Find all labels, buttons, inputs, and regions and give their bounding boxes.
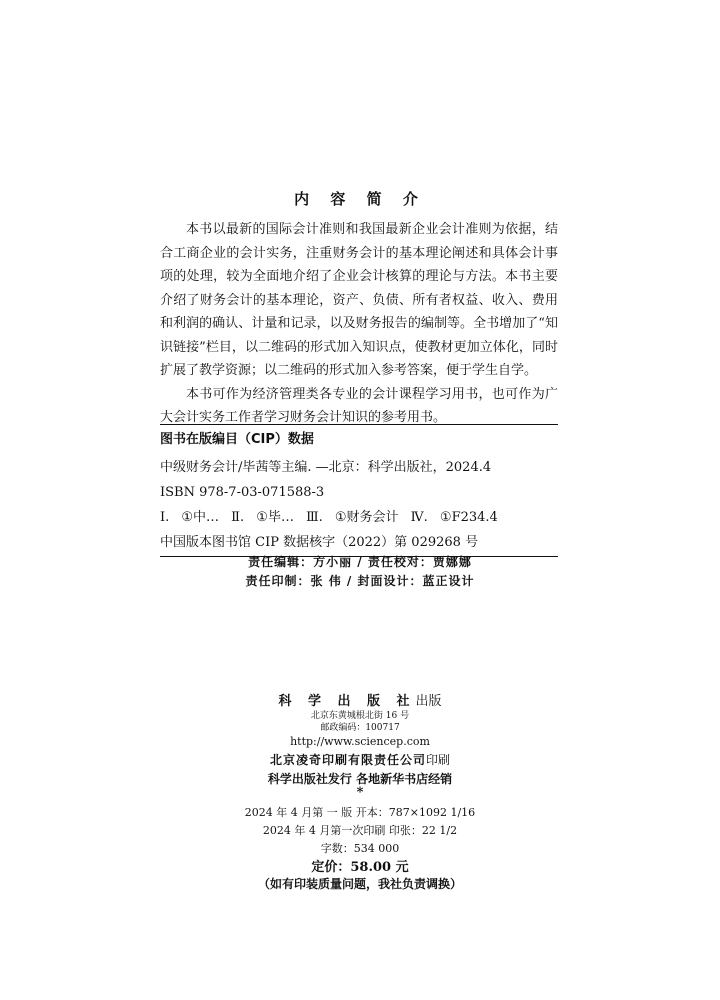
cip-verification: 中国版本图书馆 CIP 数据核字（2022）第 029268 号 bbox=[160, 530, 558, 557]
printer-name: 北京凌奇印刷有限责任公司 bbox=[269, 753, 426, 767]
price: 定价：58.00 元 bbox=[311, 860, 409, 875]
cip-heading: 图书在版编目（CIP）数据 bbox=[160, 424, 558, 455]
edition-line-2: 2024 年 4 月第一次印刷 印张：22 1/2 bbox=[262, 824, 458, 837]
publisher-url: http://www.sciencep.com bbox=[290, 735, 430, 748]
publisher-address: 北京东黄城根北街 16 号 bbox=[310, 711, 410, 721]
publisher-suffix: 出版 bbox=[415, 694, 442, 709]
distribution-line: 科学出版社发行 各地新华书店经销 bbox=[267, 772, 453, 786]
cip-isbn: ISBN 978-7-03-071588-3 bbox=[160, 485, 325, 500]
publisher-name-line bbox=[0, 690, 720, 709]
credits bbox=[0, 553, 720, 591]
credits-line-2: 责任印制：张 伟 / 封面设计：蓝正设计 bbox=[245, 574, 475, 588]
summary-body bbox=[160, 218, 558, 430]
summary-title: 内 容 简 介 bbox=[294, 190, 426, 208]
publisher-name: 科 学 出 版 社 bbox=[278, 694, 416, 709]
credits-line-1: 责任编辑：方小丽 / 责任校对：贾娜娜 bbox=[248, 555, 472, 569]
cip-bibliographic-line: 中级财务会计/毕茜等主编. —北京：科学出版社，2024.4 bbox=[160, 460, 492, 475]
separator-star: * bbox=[356, 785, 364, 800]
publisher-postcode: 邮政编码：100717 bbox=[320, 723, 400, 733]
printer-suffix: 印刷 bbox=[426, 753, 451, 767]
quality-note: （如有印装质量问题，我社负责调换） bbox=[257, 877, 462, 891]
cip-classification: Ⅰ. ①中… Ⅱ. ①毕… Ⅲ. ①财务会计 Ⅳ. ①F234.4 bbox=[160, 510, 498, 525]
word-count: 字数：534 000 bbox=[320, 842, 400, 855]
summary-paragraph-2: 本书可作为经济管理类各专业的会计课程学习用书，也可作为广大会计实务工作者学习财务会计知识的参考用书。 bbox=[160, 386, 558, 425]
summary-paragraph-1: 本书以最新的国际会计准则和我国最新企业会计准则为依据，结合工商企业的会计实务，注重财务会计的基本理论阐述和具体会计事项的处理，较为全面地介绍了企业会计核算的理论与方法。本书主要介绍了财务会计的基本理论，资产、负债、所有者权益、收入、费用和利润的确认、计量和记录，以及财务报告的编制等。全书增加了“知识链接”栏目，以二维码的形式加入知识点，使教材更加立体化，同时扩展了教学资源；以二维码的形式加入参考答案，便于学生自学。 bbox=[160, 222, 558, 378]
publisher-address-block bbox=[0, 710, 720, 734]
edition-line-1: 2024 年 4 月第 一 版 开本：787×1092 1/16 bbox=[244, 806, 476, 819]
cip-block bbox=[160, 424, 558, 557]
printer-line bbox=[0, 751, 720, 768]
